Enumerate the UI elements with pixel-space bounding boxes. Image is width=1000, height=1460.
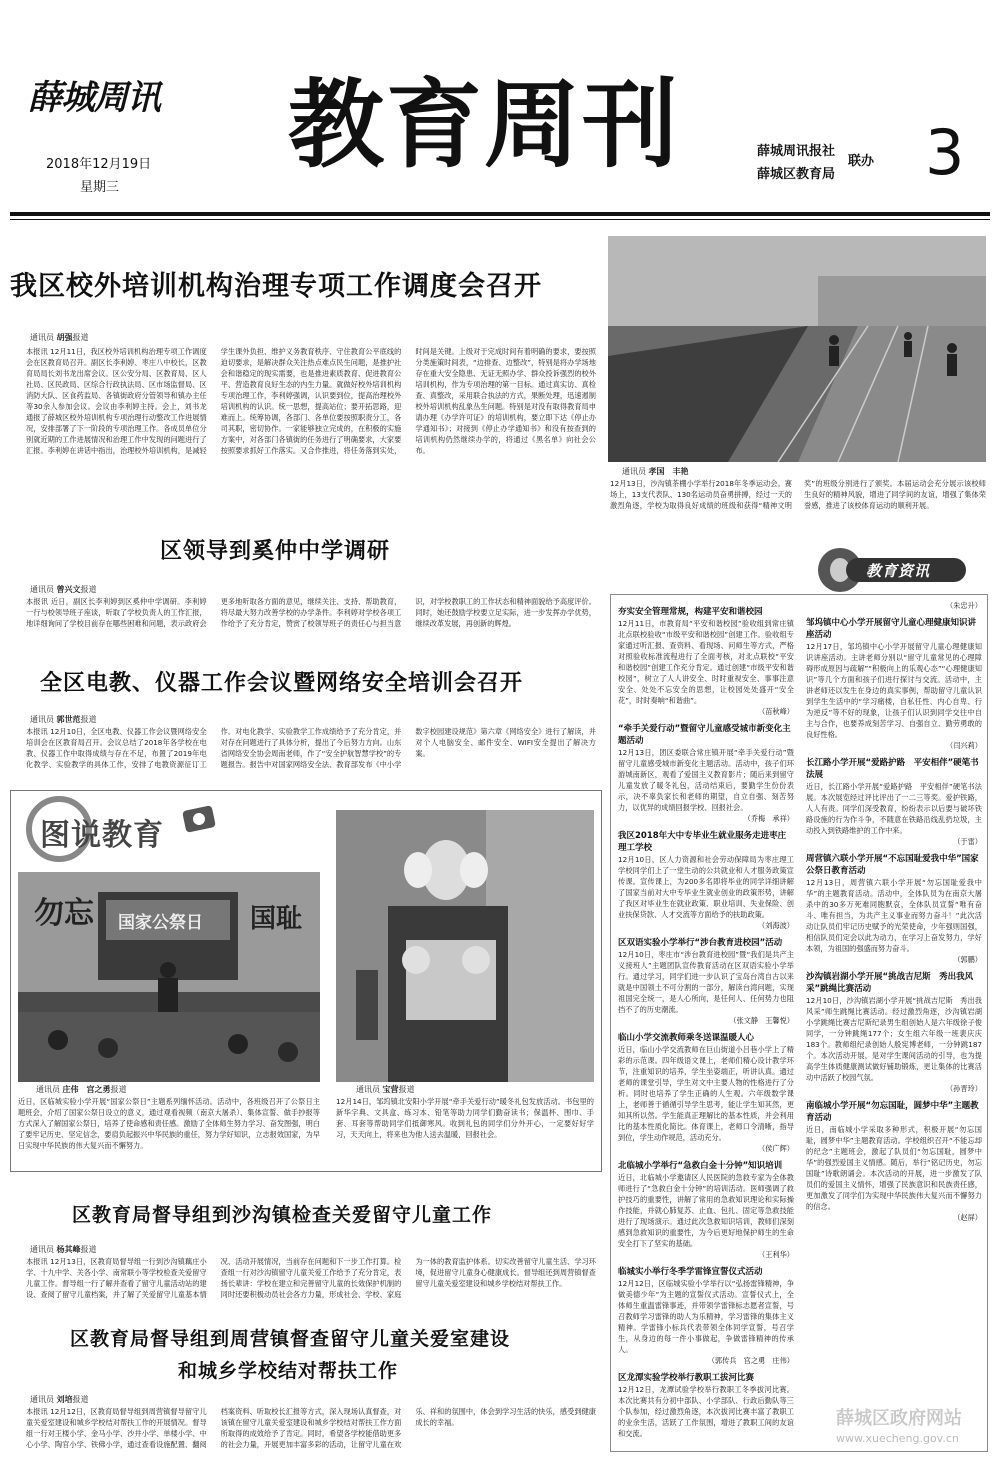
reporter-suffix: 报道 (80, 715, 97, 724)
reporter-label: 通讯员 (30, 1395, 54, 1404)
masthead-title: 教育周刊 (288, 68, 680, 181)
zixun-news-list (618, 600, 982, 1448)
news-item-body: 12月10日，区人力资源和社会劳动保障局为枣庄理工学校同学们上了一堂生动的公共就业和人才服务政策宣传课。宣传课上，为200多名即将毕业的同学详细讲解了国家当前对大中专毕业生就业创业的政策形势，讲解了我区对毕业生在就业政策、职业培训、失业保险、创业扶保贷款、人才交流等方面给予的扶助政策。 (618, 855, 794, 919)
news-item-author: （郭传兵 宫之勇 庄伟） (707, 1356, 794, 1365)
photo-top-caption: 12月13日，沙沟镇茶棚小学举行2018年冬季运动会。赛场上，13支代表队、130名运动员奋勇拼搏，经过一天的激烈角逐，学校为取得良好成绩的班级和获得“精神文明奖”的班级分别进行了颁奖。本届运动会充分展示该校师生良好的精神风貌，增进了同学间的友谊，增强了集体荣誉感，推进了该校体育运动的顺利开展。 (610, 479, 986, 510)
news-item-body: 近日，临山小学交流教师在巨山街道小吕巷小学上了精彩的示范课。四年级语文课上，老师们精心设计教学环节，注重知识的培养，学生坐姿端正，听讲认真。通过老师的课堂引导，学生对文中主要人物的性格进行了分析。同时也培养了学生正确的人生观。六年级数学课上，老师善于循循引导学生思考，能让学生知其然，更知其所以然。学生能真正理解比的基本性质，并会利用比的基本性质化简比。体育课上，老师口令清晰，指导到位，学生动作规范，活动充分。 (618, 1045, 794, 1142)
news-item-author: （苗秋峰） (758, 707, 794, 716)
reporter-label: 通讯员 (30, 715, 54, 724)
reporter-name: 郭世范 (56, 715, 81, 724)
news-item-author: （张文静 王馨悦） (729, 1016, 794, 1025)
article1-body: 本报讯 12月11日，我区校外培训机构治理专项工作调度会在区教育局召开。副区长李利婷、枣庄八中校长，区教育局局长刘书龙出席会议。区公安分局、区教育局、区人社局、区民政局、区综合行政执法局、区市场监督局、区消防大队、区食药监局、各镇街政府分管领导和镇办主任等30余人参加会议。会议由李利婷主持。会上，刘书龙通报了薛城区校外培训机构专项治理行动整改工作进展情况，安排部署了下一阶段的专项治理工作。各成员单位分别就近期的工作进展情况和治理工作中发现的问题进行了汇报。李利婷在讲话中指出，治理校外培训机构，是减轻学生课外负担、维护义务教育秩序、守住教育公平底线的迫切要求，是解决群众关注热点难点民生问题，是推护社会和谐稳定的现实需要，也是推进素质教育、促进教育公平、营造教育良好生态的内生力量。就做好校外培训机构专项治理工作，李利婷强调，认识要到位，提高治理校外培训机构的认识。统一思想，提高站位；要开拓思路，迎难而上。统筹协调，各部门、各单位要按照职责分工，各司其职，密切协作。一家能够独立完成的，在积极的实施方案中，对各部门各镇街的任务进行了明确要求，大家要按照要求抓好工作落实。又合作推进，将任务落到实处，时间是关键。上级对于完成时间有着明确的要求，要按照分类施策时间表，“边排查、边整改”，特别是将办学场地存在重大安全隐患、无证无照办学、群众投诉强烈的校外培训机构，作为专项治理的第一目标。通过真实访、真检查、真整改，采用联合执法的方式，果断处理，迅速遏制校外培训机构乱象丛生问题。特别是对没有取得教育局申请办理《办学许可证》的培训机构，要立即下达《停止办学通知书》；对接到《停止办学通知书》和没有按查到的培训机构仍然继续办学的，将通过《黑名单》向社会公布。 (26, 347, 596, 455)
winter-gift-photo (336, 810, 594, 1082)
news-item-title: 区双语实验小学举行“涉台教育进校园”活动 (618, 938, 783, 948)
news-item-title: 南临城小学开展“勿忘国耻，圆梦中华”主题教育活动 (806, 1101, 979, 1123)
news-item (618, 1032, 794, 1154)
article3-byline (30, 714, 97, 725)
news-item-title: 周营镇六联小学开展“不忘国耻爱我中华”国家公祭日教育活动 (806, 854, 979, 876)
news-item (806, 757, 982, 847)
news-item-author: （闫兴莉） (946, 741, 982, 750)
news-item-body: 12月10日，沙沟镇岩湖小学开展“挑战吉尼斯 秀出我风采”师生跳绳比赛活动。经过激烈角逐，沙沟镇岩湖小学跳绳比赛吉尼斯纪录男生组创始人是六年级徐子俊同学，一分钟跳绳177个；女生组六年级一班裴庆庆183个。教师组纪录创始人殷宪博老师，一分钟跳187个。本次活动开展，是对学生课间活动的引导，也为提高学生体质健康测试做好铺助锻炼，更让集体的比赛活动中活跃了校园气氛。 (806, 996, 982, 1082)
tushuo-right-caption: 12月14日，邹坞镇北安阳小学开展“牵手关爱行动”暖冬礼包发放活动。书包里的新华字典、文具盒、练习本、铅笔等助力同学们勤奋读书；保温杯、围巾、手套、耳套等帮助同学们抵御寒风。收到礼包的同学们分外开心，一定要好好学习，天天向上，将来也为他人送去温暖，回报社会。 (336, 1097, 594, 1139)
news-item-title: 沙沟镇岩湖小学开展“挑战吉尼斯 秀出我风采”跳绳比赛活动 (806, 972, 974, 994)
winter-gift-photo-art (336, 810, 594, 1082)
article2-body: 本报讯 近日，副区长李利婷到区奚仲中学调研。李利婷一行与校领导班子座谈，听取了学校负责人的工作汇报，地详细询问了学校目前存在哪些困难和问题，表示政府会更多地听取各方面的意见，继续关注、支持、帮助教育，将尽最大努力改善学校的办学条件。李利婷对学校各项工作给予了充分肯定，赞赏了校领导班子的责任心与担当意识，对学校教职工的工作状态和精神面貌给予高度评价。同时，她还鼓励学校要立足实际，进一步发挥办学优势，继续改革发展，再创新的辉煌。 (26, 597, 596, 628)
masthead-org1: 薛城周讯报社 (757, 144, 836, 159)
news-item-body: 12月12日，龙潭试验学校举行教职工冬季拔河比赛。本次比赛共有分初中部队、小学部队、行政后勤队等三个队参加，经过激烈角逐，本次拔河比赛丰富了教职工的业余生活，活跃了工作氛围，增进了教职工间的友谊和交流。 (618, 1385, 794, 1438)
reporter-names: 宝营 (382, 1085, 399, 1094)
news-item (806, 971, 982, 1094)
tushuo-left-byline (36, 1084, 127, 1095)
slogan-left: 勿忘 (34, 896, 94, 931)
reporter-suffix: 报道 (80, 585, 97, 594)
watermark-site-name: 薛城区政府网站 (836, 1408, 962, 1429)
news-item (618, 1160, 794, 1260)
article5-body: 本报讯 12月12日，区教育局督导组到周营镇督导留守儿童关爱室建设和城乡学校结对帮扶工作的开展情况。督导组一行对王楼小学、金马小学、沙井小学、单楼小学、中心小学、陶官小学、铁佛小学，通过查看设施配置、翻阅档案资料、听取校长汇报等方式，深入现场认真督查，对该镇在留守儿童关爱室建设和城乡学校结对帮扶工作方面所取得的成效给予了肯定。同时，希望各学校能借助更多的社会力量，开展更加丰富多彩的活动，让留守儿童在欢乐、祥和的氛围中，体会到学习生活的快乐，感受到健康成长的幸福。 (26, 1407, 596, 1449)
news-item-title: 邹坞镇中心小学开展留守儿童心理健康知识讲座活动 (806, 618, 977, 640)
reporter-names: 庄伟 宫之勇 (62, 1085, 111, 1094)
news-item (618, 937, 794, 1026)
reporter-label: 通讯员 (30, 333, 54, 342)
masthead-org2: 薛城区教育局 (757, 167, 836, 182)
article3-title: 全区电教、仪器工作会议暨网络安全培训会召开 (40, 671, 524, 696)
article2-byline (30, 584, 97, 595)
brand-logo: 薛城周讯 (28, 78, 160, 118)
tushuo-right-byline (356, 1084, 415, 1095)
news-item-body: 12月13日，团区委联合常庄镇开展“牵手关爱行动”暨留守儿童感受城市新变化主题活动。活动中，孩子们环游城南新区，观看了爱国主义教育影片；随后来到留守儿童发放了暖冬礼包，活动结束后，要勤学生份份表示，决不辜负家长和老师的期望，自立自强、刻苦努力，以优异的成绩回报学校、回报社会。 (618, 748, 794, 812)
news-item-title: 区龙潭实验学校举行教职工拔河比赛 (618, 1373, 755, 1383)
sports-meet-photo-art (608, 236, 986, 462)
news-item-title: 临山小学交流教师乘冬送课温暖人心 (618, 1033, 755, 1043)
news-item-author: （朱忠升） (946, 601, 982, 610)
masthead-joint: 联办 (848, 154, 875, 169)
sports-meet-photo (608, 236, 986, 462)
news-item (806, 853, 982, 965)
reporter-suffix: 报道 (80, 1245, 97, 1254)
reporter-label: 通讯员 (356, 1085, 380, 1094)
masthead-rule-thin (10, 219, 990, 220)
news-item (806, 1100, 982, 1223)
reporter-suffix: 报道 (110, 1085, 127, 1094)
article4-body: 本报讯 12月13日，区教育局督导组一行到沙沟镇藕庄小学、十九中学、关各小学、南常联小等学校检查关爱留守儿童工作。督导组一行了解并查看了留守儿童活动站的建设、查阅了留守儿童档案，并了解了关爱留守儿童基本情况、活动开展情况，当前存在问题和下一步工作打算。检查组一行对沙沟镇留守儿童关爱工作给予了充分肯定，表扬长辈讲：学校在建立和完善留守儿童的长效保护机制的同时还要积极动员社会各方力量，形成社会、学校、家庭为一体的教育监护体系。切实改善留守儿童生活、学习环境，促进留守儿童身心健康成长。督导组还到周营镇督查留守儿童关爱室建设和城乡学校结对帮扶工作。 (26, 1257, 596, 1299)
issue-weekday: 星期三 (80, 180, 120, 195)
news-item-body: 12月13日，周营镇六联小学开展“勿忘国耻爱我中华”的主题教育活动。活动中，全体队员为在南京大屠杀中的30多万死难同胞默哀，全体队员宣誓“唯有奋斗、唯有担当，为共产主义事业而努力奋斗！”此次活动让队员们牢记历史赋予的光荣使命，少年强则国强，相信队员们定会以此为动力，在学习上奋发努力，学好本领，为祖国的强盛而努力奋斗。 (806, 878, 982, 953)
reporter-label: 通讯员 (30, 1245, 54, 1254)
article4-title: 区教育局督导组到沙沟镇检查关爱留守儿童工作 (72, 1204, 493, 1226)
news-item-author: （于雷） (953, 837, 982, 846)
news-item-body: 近日，南临城小学采取多种形式，积极开展“勿忘国耻，圆梦中华”主题教育活动。学校组织召开“不能忘却的纪念”主题班会，激起了队员们“勿忘国耻，圆梦中华”的强烈爱国主义情感。随后，举行“铭记历史，勿忘国耻”诗歌朗诵会。本次活动的开展，进一步激发了队员们的爱国主义情怀，增强了民族意识和民族责任感，更加激发了同学们为实现中华民族伟大复兴而不懈努力的信念。 (806, 1125, 982, 1211)
reporter-suffix: 报道 (72, 1395, 89, 1404)
news-item-author: （侯广辉） (758, 1144, 794, 1153)
news-item-title: 临城实小举行冬季学雷锋宣誓仪式活动 (618, 1267, 763, 1277)
reporter-label: 通讯员 (36, 1085, 60, 1094)
tushuo-left-caption: 近日，区临城实验小学开展“国家公祭日”主题系列缅怀活动。活动中，各班级召开了公祭日主题班会，介绍了国家公祭日设立的意义，通过观看视频（南京大屠杀）、集体宣誓、做手抄报等方式深入了解国家公祭日，培养了使命感和责任感。激励了全体师生努力学习、奋发图强，明白了要牢记历史、坚定信念，要肩负起振兴中华民族的重任，努力学好知识，立志报效国家，为早日实现中华民族的伟大复兴而不懈努力。 (18, 1097, 320, 1150)
reporter-suffix: 报道 (398, 1085, 415, 1094)
slogan-right: 国耻 (250, 904, 303, 934)
article5-title-line1: 区教育局督导组到周营镇督查留守儿童关爱室建设 (70, 1328, 511, 1350)
news-item-author: （刘海波） (758, 921, 794, 930)
article1-title: 我区校外培训机构治理专项工作调度会召开 (10, 271, 542, 302)
zixun-heading: 教育资讯 (866, 562, 931, 580)
reporter-label: 通讯员 (30, 585, 54, 594)
reporter-name: 曾兴文 (56, 585, 81, 594)
reporter-name: 杨其峰 (56, 1245, 81, 1254)
reporter-name: 胡强 (56, 333, 73, 342)
news-item-body: 12月10日，枣庄市“涉台教育进校园”暨“我们是共产主义接班人”主题团队宣传教育活动在区双语实验小学举行。通过学习，同学们进一步认识了宝岛台湾自古以来就是中国领土不可分割的一部分，解读台湾问题，实现祖国完全统一，是人心所向，是任何人、任何势力也阻挡不了的历史潮流。 (618, 950, 794, 1014)
news-item (618, 723, 794, 824)
article4-byline (30, 1244, 97, 1255)
news-item (618, 830, 794, 931)
news-item-author: （赵屏） (953, 1213, 982, 1222)
news-item-body: 12月17日，邹坞镇中心小学开展留守儿童心理健康知识讲座活动。主讲老师分别以“留守儿童常见的心理障碍形成原因与疏解”“积极向上的乐观心态”“心理健康知识”等几个方面和孩子们进行探讨与交流。活动中，主讲老师还以发生在身边的真实事例，帮助留守儿童认识到学生生活中的“学习痛楼，自私任性、内心自卑、行为逆反”等不好的现象，让孩子们认识到同学交往中自主与合作，也要养成刻苦学习、自强自立、勤劳勇敢的良好性格。 (806, 642, 982, 739)
article3-body: 本报讯 12月10日，全区电教、仪器工作会议暨网络安全培训会在区教育局召开。会议总结了2018年各学校在电教、仪器工作中取得成绩与存在不足，布置了2019年电化教学、实验教学的具体工作，安排了电教资源征订工作。对电化教学、实验教学工作成绩给予了充分肯定，并对存在问题进行了具体分析，提出了今后努力方向。山东省网络安全协会周南老师，作了“安全护航智慧学校”的专题报告。报告中对国家网络安全法、教育部发布《中小学数字校园建设规范》第六章《网络安全》进行了解读，并对个人电脑安全、邮件安全、WIFI安全提出了解决方案。 (26, 727, 596, 769)
tushuo-heading: 图说教育 (40, 818, 164, 853)
article2-title: 区领导到奚仲中学调研 (160, 539, 391, 564)
news-item-author: （王利华） (758, 1250, 794, 1259)
reporter-names: 孝国 丰艳 (648, 467, 689, 476)
page-number: 3 (925, 116, 965, 189)
news-item-body: 近日，北临城小学邀请区人民医院的急救专家为全体教师进行了“急救白金十分钟”的培训活动。医师强调了救护技巧的重要性，讲解了常用的急救知识理论和实际操作技能，并就心肺复苏、止血、包扎、固定等急救技能进行了现场演示。通过此次急救知识培训，教师们深刻感到急救知识的重要性，为今后更好地保护师生的生命安全打下了坚实的基础。 (618, 1173, 794, 1248)
news-item (806, 617, 982, 751)
news-item-body: 近日，长江路小学开展“爱路护路 平安相伴”硬笔书法展。本次展览经过评比评出了一二三等奖。爱护铁路，人人有责。同学们深受教育，纷纷表示以后要与破坏铁路设施的行为作斗争，不随意在铁路沿线乱扔垃圾，主动投入到铁路维护的工作中来。 (806, 782, 982, 835)
news-item-author: （孙晋玲） (946, 1084, 982, 1093)
watermark-url: www.xuecheng.gov.cn (836, 1432, 959, 1445)
news-item-author: （乔梅 承祥） (743, 814, 794, 823)
news-item-author: （郭鹏） (953, 955, 982, 964)
photo-top-byline (622, 466, 689, 477)
news-item-title: 长江路小学开展“爱路护路 平安相伴”硬笔书法展 (806, 758, 979, 780)
reporter-suffix: 报道 (72, 333, 89, 342)
news-item-title: “牵手关爱行动”暨留守儿童感受城市新变化主题活动 (618, 724, 791, 746)
reporter-name: 刘培 (56, 1395, 73, 1404)
issue-date: 2018年12月19日 (46, 157, 152, 172)
news-item (618, 606, 794, 717)
article5-byline (30, 1394, 89, 1405)
masthead-rule-thick (10, 212, 990, 216)
news-item (618, 1266, 794, 1366)
board-text: 国家公祭日 (118, 913, 203, 933)
news-item-title: 北临城小学举行“急救白金十分钟”知识培训 (618, 1161, 783, 1171)
news-item-body: 12月11日，市教育局“平安和谐校园”验收组到常庄镇北点联校验收“市级平安和谐校园”创建工作。验收组专家通过听汇报、查资料、看现场、问师生等方式，严格对照验收标准流程进行了全面考核，对北点联校“平安和谐校园”创建工作充分肯定。通过创建“市级平安和谐校园”，树立了人人讲安全、时时重视安全、事事注意安全、处处不忘安全的思想，让校园处处盛开“安全花”，时时奏响“和谐曲”。 (618, 619, 794, 705)
article5-title-line2: 和城乡学校结对帮扶工作 (178, 1360, 399, 1382)
article1-byline (30, 332, 89, 343)
memorial-day-photo (18, 872, 320, 1082)
news-item-title: 我区2018年大中专毕业生就业服务走进枣庄理工学校 (618, 831, 787, 853)
reporter-label: 通讯员 (622, 467, 646, 476)
news-item-body: 12月12日，区临城实验小学举行以“弘扬雷锋精神，争做美德少年”为主题的宣誓仪式活动。宣誓仪式上，全体师生重温雷锋事迹，并带领学雷锋标志愿者宣誓，号召教师学习雷锋的助人为乐精神，学习雷锋的集体主义精神。学雷锋小标兵代表带领全体同学宣誓，号召学生，从身边的每一件小事做起，争做雷锋精神的传承人。 (618, 1279, 794, 1354)
news-item-title: 夯实安全管理常规，构建平安和谐校园 (618, 607, 763, 617)
